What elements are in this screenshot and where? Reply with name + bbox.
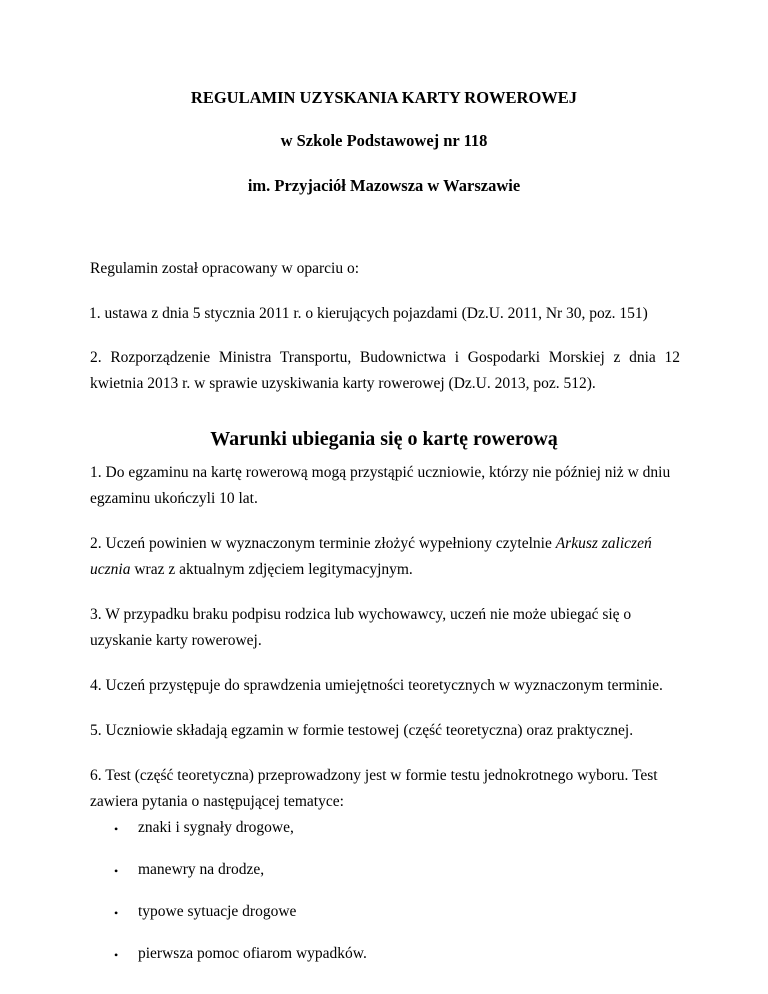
rule-6-line-2: zawiera pytania o następującej tematyce:	[90, 793, 344, 810]
school-name: w Szkole Podstawowej nr 118	[280, 131, 488, 150]
rule-2-form-name: Arkusz zaliczeń	[555, 535, 652, 552]
rule-1-line-2: egzaminu ukończyli 10 lat.	[90, 490, 258, 507]
bullet-icon: •	[114, 864, 119, 878]
topic-item: manewry na drodze,	[138, 861, 265, 878]
bullet-icon: •	[114, 906, 119, 920]
topic-item: znaki i sygnały drogowe,	[138, 819, 294, 836]
document-title: REGULAMIN UZYSKANIA KARTY ROWEROWEJ	[190, 88, 578, 107]
intro-lead: Regulamin został opracowany w oparciu o:	[90, 260, 360, 277]
rule-2-text-end: wraz z aktualnym zdjęciem legitymacyjnym.	[130, 561, 413, 578]
bullet-icon: •	[114, 948, 119, 962]
rule-2-form-name-end: ucznia	[90, 561, 131, 578]
topic-item: typowe sytuacje drogowe	[138, 903, 297, 920]
rule-4: 4. Uczeń przystępuje do sprawdzenia umiejętności teoretycznych w wyznaczonym terminie.	[90, 677, 663, 694]
rule-6-line-1: 6. Test (część teoretyczna) przeprowadzony jest w formie testu jednokrotnego wyboru. Test	[90, 767, 658, 784]
rule-5: 5. Uczniowie składają egzamin w formie testowej (część teoretyczna) oraz praktycznej.	[90, 722, 634, 739]
school-patron: im. Przyjaciół Mazowsza w Warszawie	[247, 176, 521, 195]
rule-2-line-1	[90, 535, 652, 553]
rule-3-line-2: uzyskanie karty rowerowej.	[90, 632, 262, 649]
legal-basis-2-line-1: 2. Rozporządzenie Ministra Transportu, Budownictwa i Gospodarki Morskiej z dnia 12	[90, 349, 680, 366]
rule-2-line-2	[90, 561, 413, 579]
bullet-icon: •	[114, 822, 119, 836]
rule-3-line-1: 3. W przypadku braku podpisu rodzica lub wychowawcy, uczeń nie może ubiegać się o	[90, 606, 632, 623]
legal-basis-1: 1. ustawa z dnia 5 stycznia 2011 r. o kierujących pojazdami (Dz.U. 2011, Nr 30, poz. 151)	[89, 305, 648, 322]
legal-basis-2-line-2: kwietnia 2013 r. w sprawie uzyskiwania karty rowerowej (Dz.U. 2013, poz. 512).	[90, 375, 596, 392]
section-heading: Warunki ubiegania się o kartę rowerową	[210, 428, 558, 450]
rule-2-text: 2. Uczeń powinien w wyznaczonym terminie złożyć wypełniony czytelnie	[90, 535, 556, 552]
topic-item: pierwsza pomoc ofiarom wypadków.	[138, 945, 367, 962]
rule-1-line-1: 1. Do egzaminu na kartę rowerową mogą przystąpić uczniowie, którzy nie później niż w dniu	[90, 464, 671, 481]
